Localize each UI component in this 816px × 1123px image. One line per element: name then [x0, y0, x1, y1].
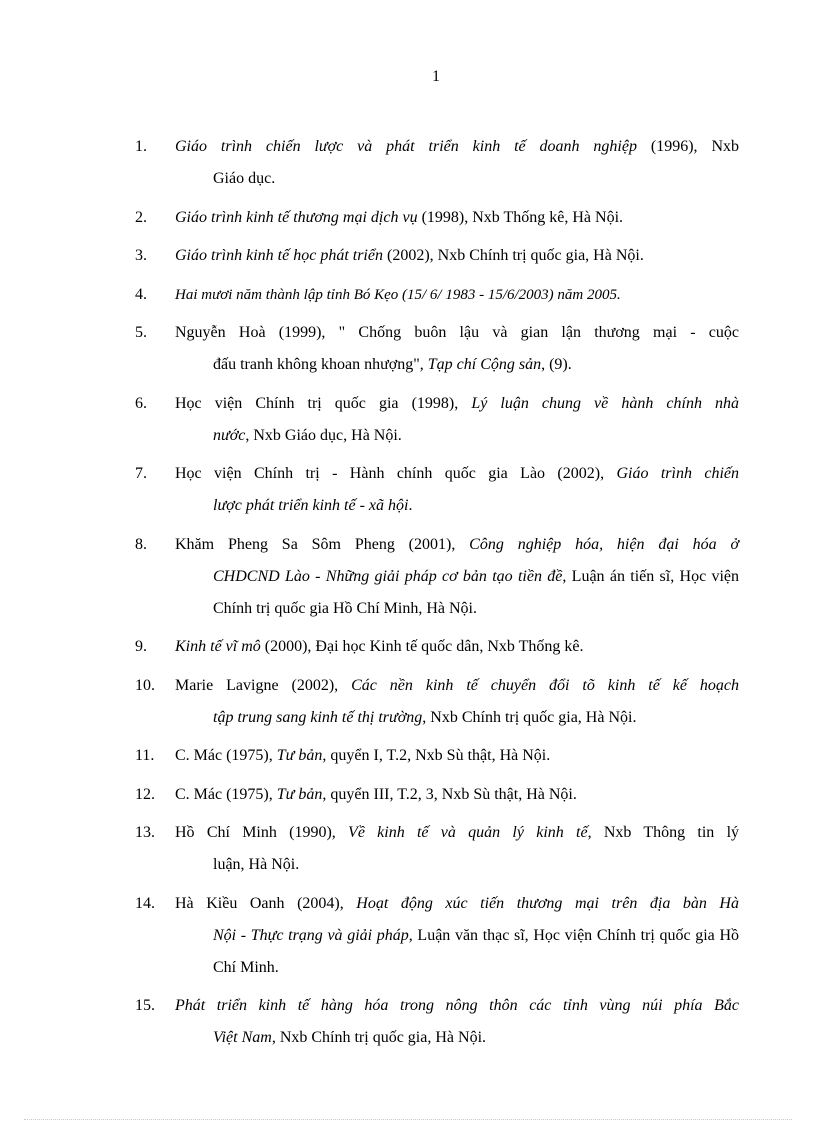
reference-title-text: lược phát triển kinh tế - xã hội [213, 497, 409, 514]
reference-first-line [175, 779, 739, 811]
reference-first-line [175, 990, 739, 1022]
reference-continuation [175, 163, 739, 195]
reference-title-text: Về kinh tế và quản lý kinh tế [348, 824, 588, 841]
reference-title-text: Nội - Thực trạng và giải pháp [213, 926, 409, 944]
reference-number: 10. [135, 676, 155, 694]
reference-first-line [175, 888, 739, 920]
reference-text: , (9). [541, 356, 572, 373]
reference-text: , quyển I, T.2, Nxb Sù thật, Hà Nội. [322, 747, 551, 764]
reference-title-text: Hoạt động xúc tiến thương mại trên địa bàn Hà [356, 894, 739, 912]
reference-continuation [175, 702, 739, 734]
reference-first-line [175, 529, 739, 561]
reference-title-text: Lý luận chung về hành chính nhà [471, 394, 740, 412]
reference-continuation [175, 1022, 739, 1054]
reference-title-text: Giáo trình kinh tế học phát triển [175, 247, 383, 264]
reference-first-line [175, 817, 739, 849]
reference-text: Hà Kiều Oanh (2004), [175, 894, 357, 912]
reference-first-line [175, 279, 739, 311]
reference-first-line [175, 388, 739, 420]
reference-title-text: Giáo trình chiến [616, 465, 740, 482]
reference-continuation [175, 349, 739, 381]
reference-text: , Nxb Giáo dục, Hà Nội. [245, 426, 402, 444]
reference-item [135, 279, 739, 311]
reference-text: (2002), Nxb Chính trị quốc gia, Hà Nội. [382, 247, 644, 264]
reference-number: 13. [135, 824, 155, 841]
reference-title-text: Các nền kinh tế chuyển đổi tõ kinh tế kế hoạch [351, 676, 740, 694]
reference-number: 7. [135, 465, 147, 482]
reference-number: 9. [135, 638, 147, 655]
reference-title-text: Hai mươi năm thành lập tỉnh Bó Kẹo (15/ 6/ 1983 - 15/6/2003) năm 2005. [175, 286, 621, 303]
reference-first-line [175, 740, 739, 772]
reference-item [135, 458, 739, 522]
reference-text: Marie Lavigne (2002), [175, 676, 352, 694]
reference-item [135, 240, 739, 272]
reference-first-line [175, 131, 739, 163]
reference-title-text: Kinh tế vĩ mô [175, 638, 261, 655]
reference-text: (1996), Nxb [636, 138, 739, 155]
reference-title-text: Tạp chí Cộng sản [427, 356, 542, 373]
reference-number: 2. [135, 208, 147, 226]
reference-text: Giáo dục. [213, 170, 276, 187]
reference-number: 8. [135, 535, 147, 553]
reference-item [135, 131, 739, 195]
reference-text: Hồ Chí Minh (1990), [175, 824, 349, 841]
reference-text: Học viện Chính trị quốc gia (1998), [175, 394, 472, 412]
reference-number: 4. [135, 285, 147, 303]
reference-title-text: nước [213, 426, 246, 444]
reference-first-line [175, 317, 739, 349]
reference-number: 3. [135, 247, 147, 264]
reference-text: , Nxb Chính trị quốc gia, Hà Nội. [271, 1029, 487, 1046]
reference-title-text: Tư bản [276, 747, 323, 764]
reference-text: , Nxb Thông tin lý [587, 824, 740, 841]
reference-text: đấu tranh không khoan nhượng", [213, 356, 428, 373]
reference-text: C. Mác (1975), [175, 785, 277, 803]
reference-title-text: Việt Nam [213, 1029, 272, 1046]
reference-text: . [408, 497, 413, 514]
reference-text: luận, Hà Nội. [213, 856, 300, 873]
reference-item [135, 202, 739, 234]
reference-item [135, 670, 739, 734]
reference-item [135, 990, 739, 1054]
reference-text: Học viện Chính trị - Hành chính quốc gia Lào (2002), [175, 465, 617, 482]
reference-continuation [175, 920, 739, 984]
reference-continuation [175, 561, 739, 625]
reference-title-text: Phát triển kinh tế hàng hóa trong nông thôn các tỉnh vùng núi phía Bắc [175, 997, 739, 1014]
reference-title-text: Giáo trình chiến lược và phát triển kinh tế doanh nghiệp [175, 138, 637, 155]
reference-list [135, 131, 739, 1061]
reference-item [135, 740, 739, 772]
reference-title-text: Giáo trình kinh tế thương mại dịch vụ [175, 208, 418, 226]
reference-item [135, 388, 739, 452]
reference-item [135, 779, 739, 811]
reference-continuation [175, 420, 739, 452]
reference-title-text: Tư bản [276, 785, 323, 803]
reference-text: Khăm Pheng Sa Sôm Pheng (2001), [175, 535, 470, 553]
reference-item [135, 631, 739, 663]
reference-continuation [175, 490, 739, 522]
reference-first-line [175, 631, 739, 663]
reference-number: 1. [135, 138, 147, 155]
reference-number: 6. [135, 394, 147, 412]
reference-text: Nguyễn Hoà (1999), " Chống buôn lậu và gian lận thương mại - cuộc [175, 324, 739, 341]
reference-first-line [175, 670, 739, 702]
reference-continuation [175, 849, 739, 881]
reference-title-text: Công nghiệp hóa, hiện đại hóa ở [469, 535, 739, 553]
reference-number: 5. [135, 324, 147, 341]
page-bottom-divider [24, 1119, 792, 1120]
reference-number: 14. [135, 894, 155, 912]
reference-item [135, 817, 739, 881]
reference-text: , quyển III, T.2, 3, Nxb Sù thật, Hà Nội. [322, 785, 577, 803]
reference-number: 11. [135, 747, 155, 764]
reference-text: , Luận án tiến sĩ, Học viện Chính trị quốc gia Hồ Chí Minh, Hà Nội. [213, 567, 740, 617]
reference-first-line [175, 202, 739, 234]
reference-title-text: tập trung sang kinh tế thị trường [213, 708, 423, 726]
reference-text: (1998), Nxb Thống kê, Hà Nội. [417, 208, 624, 226]
reference-item [135, 888, 739, 984]
reference-first-line [175, 458, 739, 490]
reference-title-text: CHDCND Lào - Những giải pháp cơ bản tạo tiền đề [213, 567, 563, 585]
reference-item [135, 529, 739, 625]
reference-text: , Luận văn thạc sĩ, Học viện Chính trị quốc gia Hồ Chí Minh. [213, 926, 739, 976]
page-number: 1 [432, 68, 440, 85]
reference-number: 12. [135, 785, 155, 803]
reference-text: (2000), Đại học Kinh tế quốc dân, Nxb Thống kê. [260, 638, 584, 655]
reference-number: 15. [135, 997, 155, 1014]
reference-text: C. Mác (1975), [175, 747, 277, 764]
reference-text: , Nxb Chính trị quốc gia, Hà Nội. [422, 708, 637, 726]
reference-item [135, 317, 739, 381]
reference-first-line [175, 240, 739, 272]
